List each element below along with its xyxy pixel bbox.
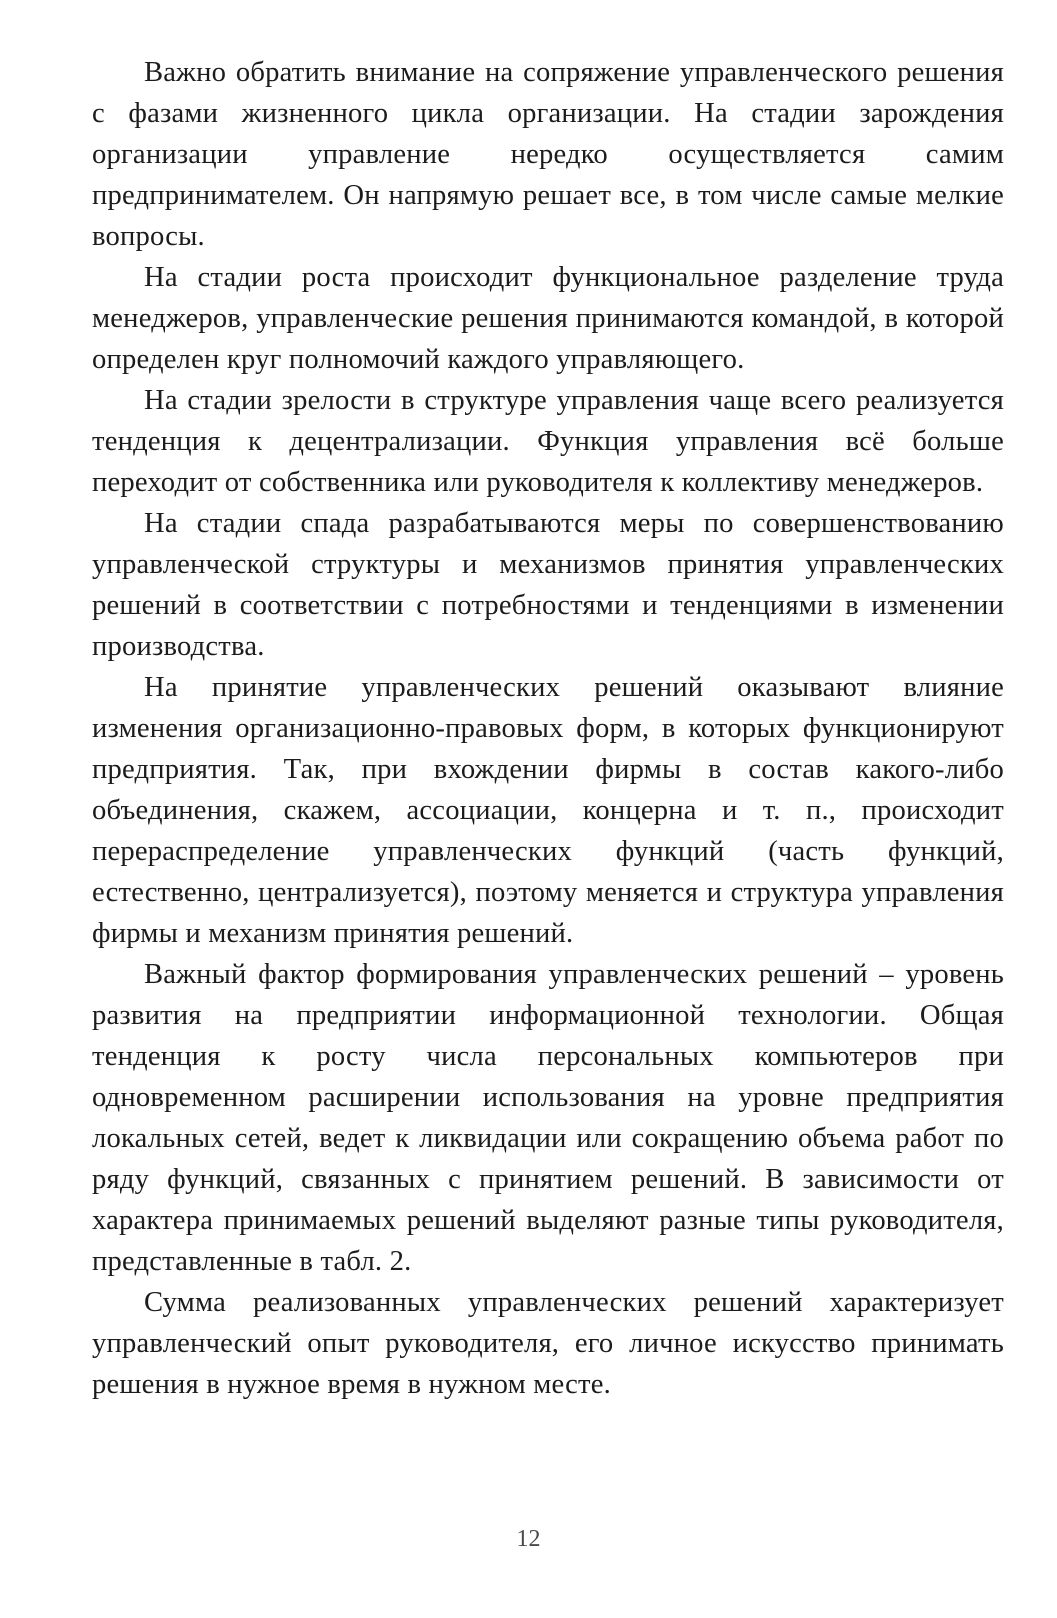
page-body <box>92 52 1004 1405</box>
paragraph-4: На стадии спада разрабатываются меры по совершенствованию управленческой структуры и механизмов принятия управленческих решений в соответствии с потребностями и тенденциями в изменении производства. <box>92 508 1004 662</box>
paragraph-1: Важно обратить внимание на сопряжение управленческого решения с фазами жизненного цикла организации. На стадии зарождения организации управление нередко осуществляется самим предпринимателем. Он напрямую решает все, в том числе самые мелкие вопросы. <box>92 57 1004 252</box>
paragraph-3: На стадии зрелости в структуре управления чаще всего реализуется тенденция к децентрализации. Функция управления всё больше переходит от собственника или руководителя к коллективу менеджеров. <box>92 385 1004 498</box>
page-number: 12 <box>516 1526 541 1552</box>
paragraph-2: На стадии роста происходит функциональное разделение труда менеджеров, управленческие решения принимаются командой, в которой определен круг полномочий каждого управляющего. <box>92 262 1004 375</box>
paragraph-6: Важный фактор формирования управленческих решений – уровень развития на предприятии информационной технологии. Общая тенденция к росту числа персональных компьютеров при одновременном расширении использования на уровне предприятия локальных сетей, ведет к ликвидации или сокращению объема работ по ряду функций, связанных с принятием решений. В зависимости от характера принимаемых решений выделяют разные типы руководителя, представленные в табл. 2. <box>92 959 1004 1277</box>
paragraph-5: На принятие управленческих решений оказывают влияние изменения организационно-правовых форм, в которых функционируют предприятия. Так, при вхождении фирмы в состав какого-либо объединения, скажем, ассоциации, концерна и т. п., происходит перераспределение управленческих функций (часть функций, естественно, централизуется), поэтому меняется и структура управления фирмы и механизм принятия решений. <box>92 672 1004 949</box>
paragraph-7: Сумма реализованных управленческих решений характеризует управленческий опыт руководителя, его личное искусство принимать решения в нужное время в нужном месте. <box>92 1287 1004 1400</box>
